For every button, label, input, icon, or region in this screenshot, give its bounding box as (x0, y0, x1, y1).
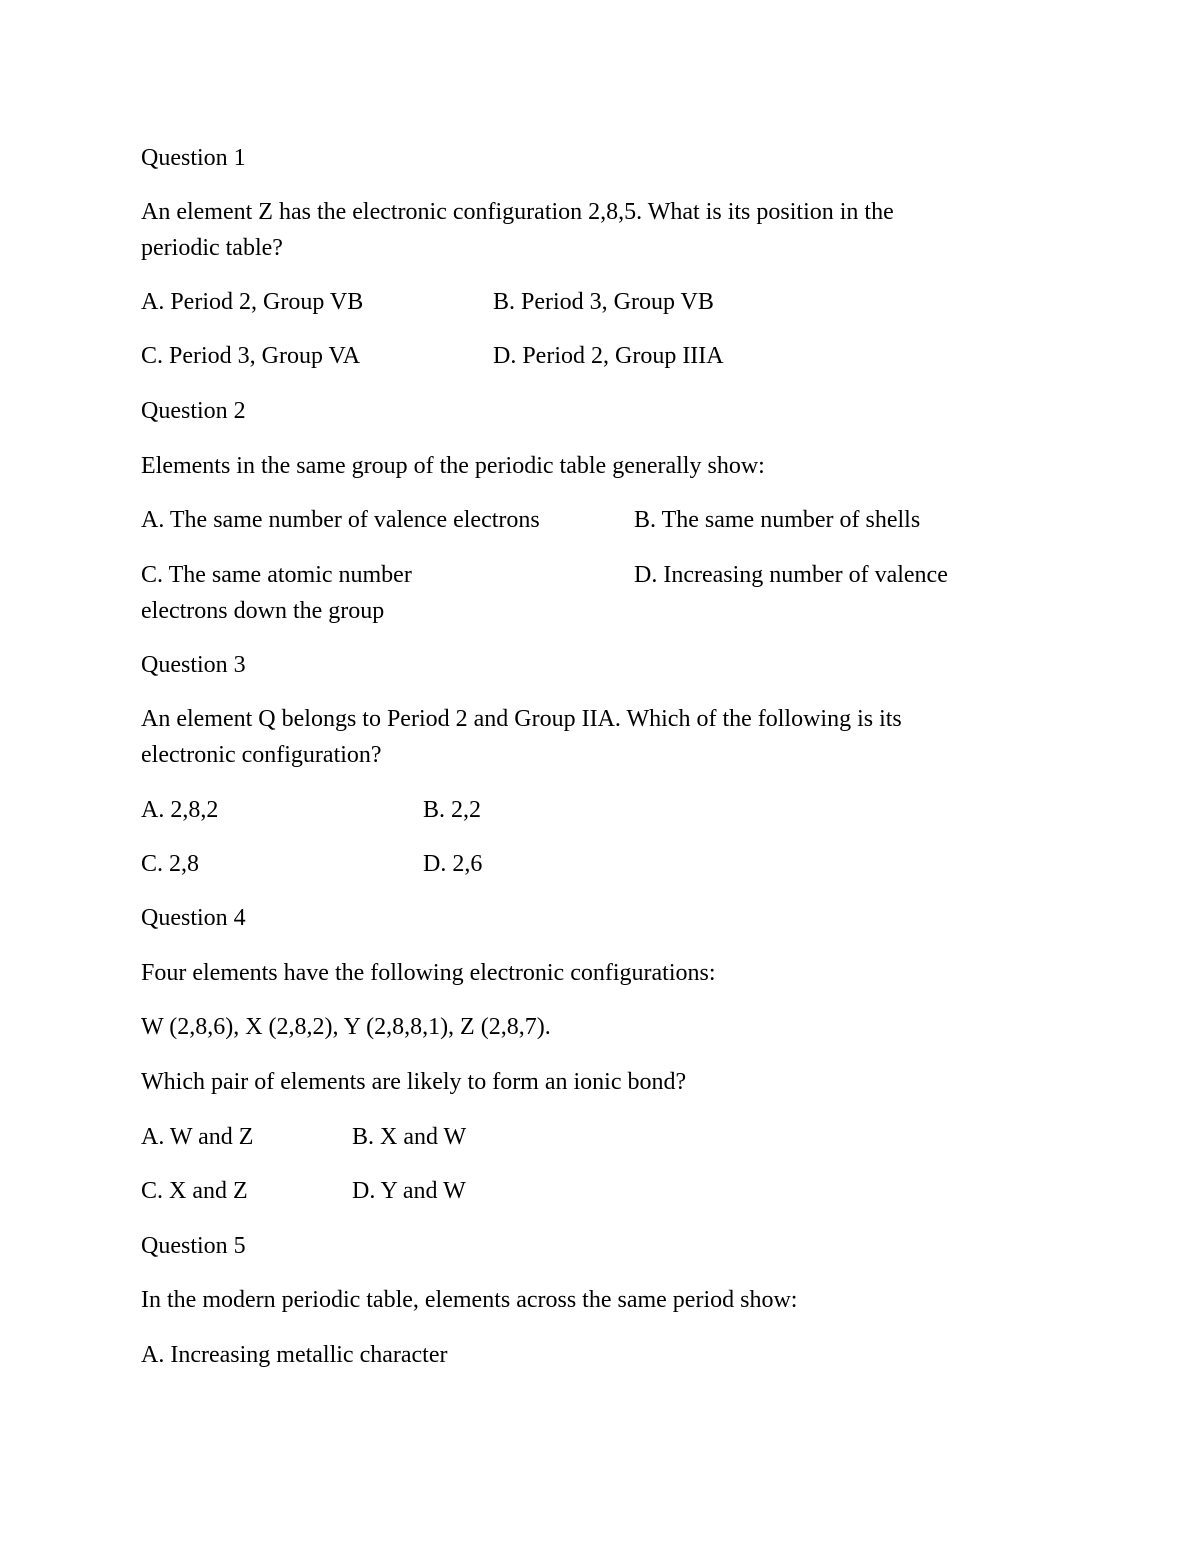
question-5-stem-line-1: In the modern periodic table, elements across the same period show: (141, 1287, 798, 1313)
question-4-option-a: A. W and Z (141, 1124, 254, 1150)
question-2-option-d: D. Increasing number of valence (634, 562, 948, 588)
question-1-heading: Question 1 (141, 145, 246, 171)
question-4-stem-line-1: Four elements have the following electronic configurations: (141, 960, 716, 986)
question-3-stem-line-1: An element Q belongs to Period 2 and Group IIA. Which of the following is its (141, 706, 902, 732)
question-2-stem-line-1: Elements in the same group of the periodic table generally show: (141, 453, 765, 479)
question-4-stem-line-2: W (2,8,6), X (2,8,2), Y (2,8,8,1), Z (2,8,7). (141, 1014, 551, 1040)
question-4-option-b: B. X and W (352, 1124, 467, 1150)
question-2-heading: Question 2 (141, 398, 246, 424)
question-3-heading: Question 3 (141, 652, 246, 678)
question-3-option-c: C. 2,8 (141, 851, 200, 877)
question-3-stem-line-2: electronic configuration? (141, 742, 382, 768)
question-5-option-a: A. Increasing metallic character (141, 1342, 448, 1368)
question-2-option-d-continued: electrons down the group (141, 598, 385, 624)
question-1-option-d: D. Period 2, Group IIIA (493, 343, 724, 369)
question-1-option-c: C. Period 3, Group VA (141, 343, 361, 369)
question-1-option-b: B. Period 3, Group VB (493, 289, 714, 315)
question-4-option-d: D. Y and W (352, 1178, 466, 1204)
question-1-option-a: A. Period 2, Group VB (141, 289, 364, 315)
question-3-option-a: A. 2,8,2 (141, 797, 219, 823)
question-2-option-c: C. The same atomic number (141, 562, 412, 588)
question-5-heading: Question 5 (141, 1233, 246, 1259)
question-4-stem-line-3: Which pair of elements are likely to form an ionic bond? (141, 1069, 687, 1095)
question-2-option-b: B. The same number of shells (634, 507, 921, 533)
question-1-stem-line-1: An element Z has the electronic configuration 2,8,5. What is its position in the (141, 199, 894, 225)
question-2-option-a: A. The same number of valence electrons (141, 507, 540, 533)
question-4-heading: Question 4 (141, 905, 246, 931)
question-4-option-c: C. X and Z (141, 1178, 248, 1204)
question-3-option-d: D. 2,6 (423, 851, 483, 877)
question-3-option-b: B. 2,2 (423, 797, 482, 823)
question-1-stem-line-2: periodic table? (141, 235, 283, 261)
